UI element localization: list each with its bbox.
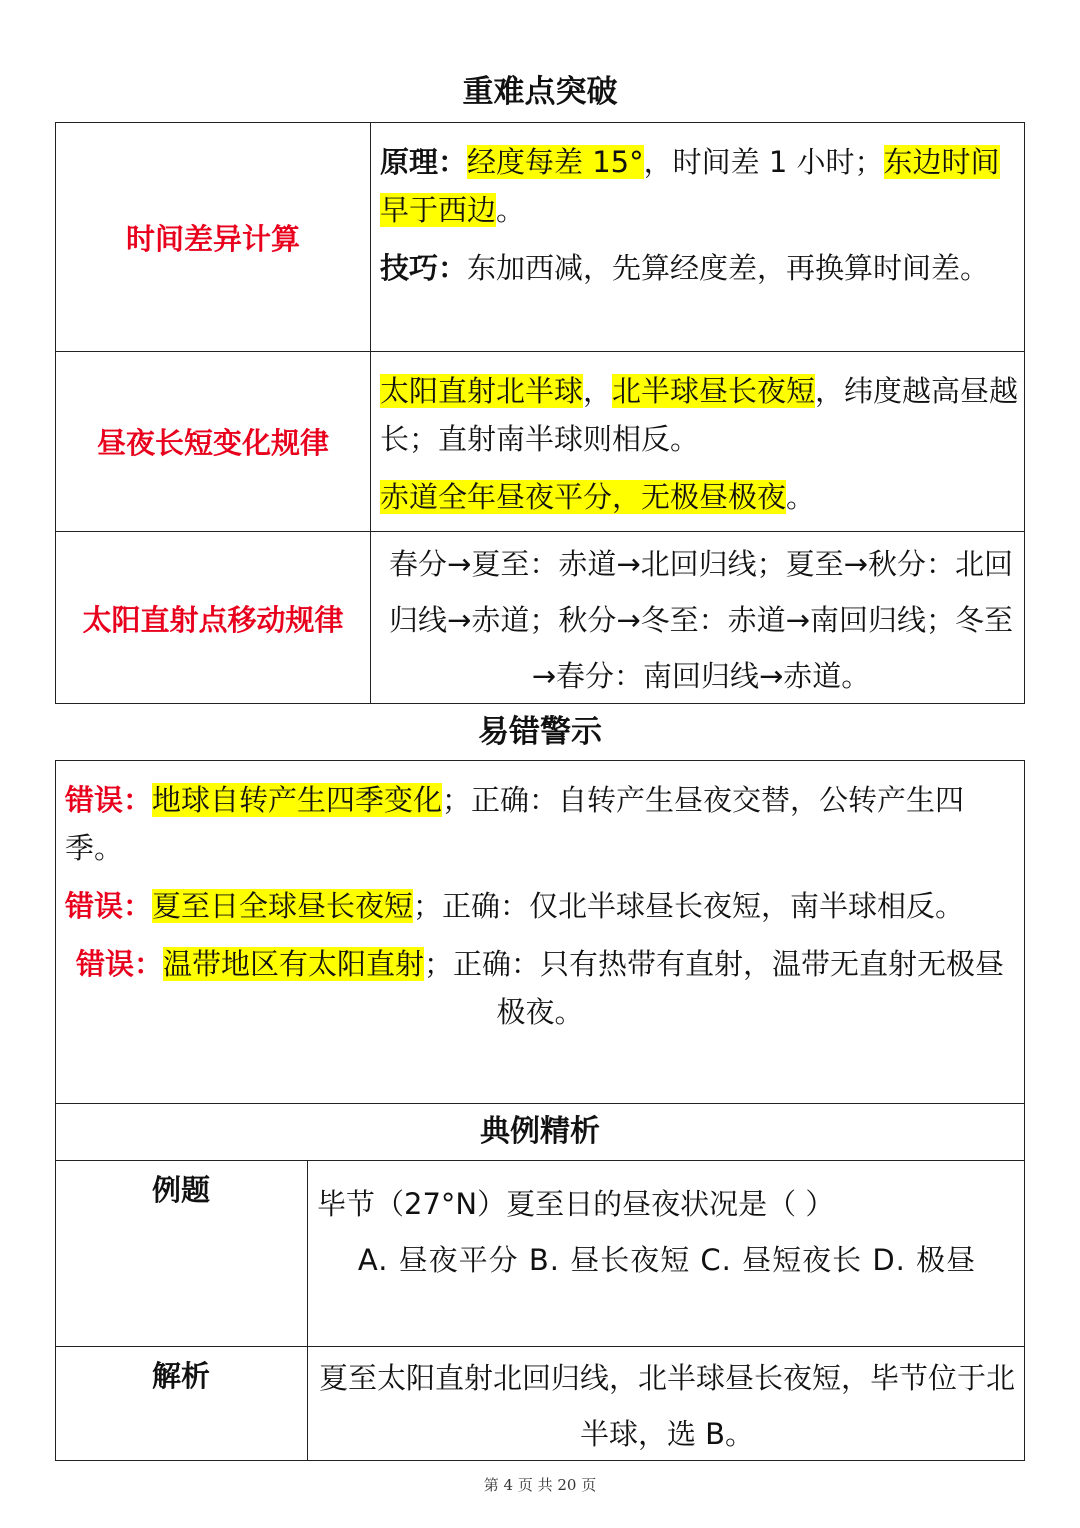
row-content-day-night-length xyxy=(380,367,1020,521)
technique-paragraph: 技巧：东加西减，先算经度差，再换算时间差。 xyxy=(380,251,990,285)
section-title-key-points: 重难点突破 xyxy=(462,74,618,110)
mistake-item: 错误：温带地区有太阳直射；正确：只有热带有直射，温带无直射无极昼极夜。 xyxy=(75,947,1005,1029)
section-title-common-mistakes: 易错警示 xyxy=(478,714,602,750)
table-column-divider xyxy=(307,1160,308,1461)
example-label: 例题 xyxy=(151,1173,210,1207)
table-row-divider xyxy=(55,1103,1025,1104)
row-label-direct-point-movement: 太阳直射点移动规律 xyxy=(82,602,344,637)
mistakes-list xyxy=(65,776,1015,1036)
page-number-footer: 第 4 页 共 20 页 xyxy=(483,1476,597,1494)
mistake-item: 错误：夏至日全球昼长夜短；正确：仅北半球昼长夜短，南半球相反。 xyxy=(65,889,965,923)
table-row-divider xyxy=(55,531,1025,532)
table-row-divider xyxy=(55,1346,1025,1347)
equator-paragraph: 赤道全年昼夜平分，无极昼极夜。 xyxy=(380,480,816,514)
principle-paragraph: 原理：经度每差 15°，时间差 1 小时；东边时间早于西边。 xyxy=(380,145,1000,227)
analysis-label: 解析 xyxy=(151,1359,210,1393)
example-question: 毕节（27°N）夏至日的昼夜状况是（ ） xyxy=(317,1187,835,1221)
row-content-direct-point-movement: 春分→夏至：赤道→北回归线；夏至→秋分：北回归线→赤道；秋分→冬至：赤道→南回归线；冬至→春分：南回归线→赤道。 xyxy=(389,547,1013,693)
section-title-example-analysis: 典例精析 xyxy=(480,1114,600,1149)
row-label-day-night-length: 昼夜长短变化规律 xyxy=(96,426,329,460)
table-row-divider xyxy=(55,1160,1025,1161)
row-label-time-difference: 时间差异计算 xyxy=(125,221,300,256)
row-content-time-difference xyxy=(380,138,1020,292)
analysis-content: 夏至太阳直射北回归线，北半球昼长夜短，毕节位于北半球，选 B。 xyxy=(318,1361,1015,1451)
mistake-item: 错误：地球自转产生四季变化；正确：自转产生昼夜交替，公转产生四季。 xyxy=(65,783,965,865)
day-night-rule-paragraph: 太阳直射北半球，北半球昼长夜短，纬度越高昼越长；直射南半球则相反。 xyxy=(380,374,1019,456)
table-column-divider xyxy=(370,122,371,704)
table-row-divider xyxy=(55,351,1025,352)
example-options: A. 昼夜平分 B. 昼长夜短 C. 昼短夜长 D. 极昼 xyxy=(357,1243,977,1277)
example-content xyxy=(317,1176,1017,1288)
